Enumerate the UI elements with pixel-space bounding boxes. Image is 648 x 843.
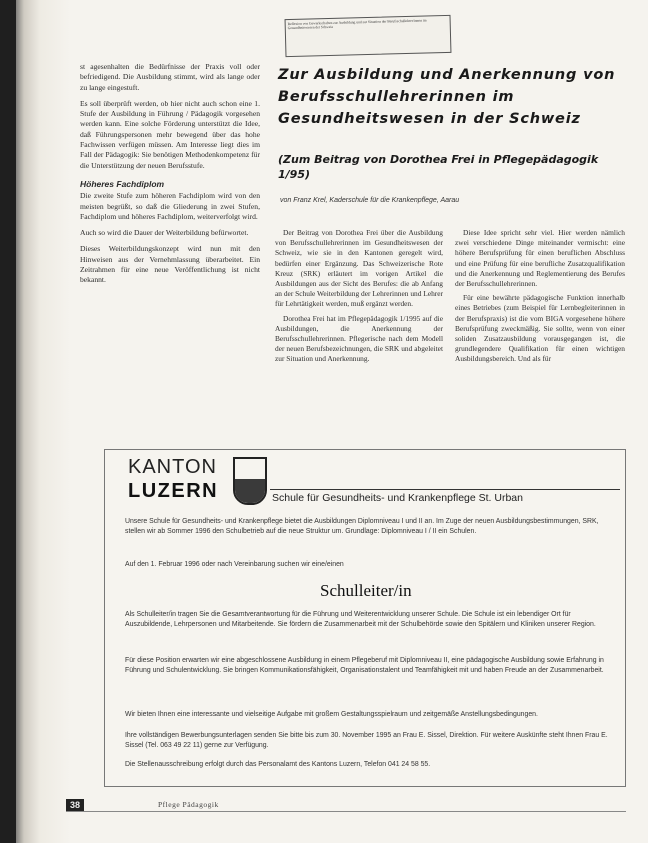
middle-paragraph-2: Dorothea Frei hat im Pflegepädagogik 1/1995 auf die Ausbildungen, die Anerkennung der Berufsschullehrerinnen. Pflegerische nach dem Modell der neuen Berufsbezeichnungen, die SRK und abgeleitet zur Situation und Anerkennung. [275, 313, 443, 364]
ad-footer-note: Die Stellenausschreibung erfolgt durch das Personalamt des Kantons Luzern, Telefon 041 24 58 55. [125, 761, 431, 768]
article-column-middle [275, 228, 443, 369]
position-title: Schulleiter/in [320, 581, 412, 600]
editor-note-box: Reflexion von Gewerkschaften zur Ausbildung und zur Situation der Berufsschullehrer/innen im Gesundheitswesen der Schweiz [285, 15, 452, 57]
ad-intro: Unsere Schule für Gesundheits- und Krankenpflege bietet die Ausbildungen Diplomniveau I und II an. Im Zuge der neuen Ausbildungsbestimmungen, SRK, stellen wir ab Sommer 1996 den Schulbetrieb auf die neue Struktur um. Grundlage: Diplomniveau I / II ein Schulen. [125, 518, 599, 535]
page-number: 38 [66, 799, 84, 811]
left-column [80, 62, 260, 292]
book-spine-shadow [0, 0, 16, 843]
left-paragraph-4: Auch so wird die Dauer der Weiterbildung befürwortet. [80, 228, 249, 238]
footer-rule [66, 811, 626, 812]
logo-luzern-text: LUZERN [128, 480, 219, 502]
middle-paragraph-1: Der Beitrag von Dorothea Frei über die Ausbildung von Berufsschullehrerinnen im Gesundheitswesen der Schweiz, wie sie in den Kantonen geregelt wird, bedürfen einer Ergänzung. Das Schweizerische Rote Kreuz (SRK) erläutert im vorigen Artikel die Ausbildungen aus der Sicht des Berufes: die ab Anfang an der Schule Weiterbildung der Lehrerinnen und Lehrer für Lehrtätigkeit werden, muß ergänzt werden. [275, 228, 443, 309]
article-column-right [455, 228, 625, 369]
ad-profile: Für diese Position erwarten wir eine abgeschlossene Ausbildung in einem Pflegeberuf mit Diplomniveau II, eine pädagogische Ausbildung sowie Erfahrung in Führung und Schulentwicklung. Sie bringen Kommunikationsfähigkeit, Organisationstalent und Teamfähigkeit mit und haben Freude an der Zusammenarbeit. [125, 657, 604, 674]
logo-divider [270, 489, 620, 490]
journal-footer: Pflege Pädagogik [158, 800, 219, 809]
left-paragraph-2: Es soll überprüft werden, ob hier nicht auch schon eine 1. Stufe der Ausbildung in Führung / Pädagogik vorgesehen werden kann. Eine solche Förderung unterstützt die Idee, daß Führungspersonen mehr bewegend über das hohe Fachwissen verfügen müssen. Am Interesse liegt dies im Fall der Pädagogik: Sie benötigen Methodenkompetenz für die Unterstützung der neuen Berufsstufe. [80, 98, 260, 170]
logo-kanton-text: KANTON [128, 456, 217, 478]
section-heading: Höheres Fachdiplom [80, 178, 165, 189]
ad-offer: Wir bieten Ihnen eine interessante und vielseitige Aufgabe mit großem Gestaltungsspielraum und zeitgemäße Anstellungsbedingungen. [125, 711, 538, 718]
school-name: Schule für Gesundheits- und Krankenpflege St. Urban [272, 492, 523, 504]
ad-contact: Ihre vollständigen Bewerbungsunterlagen senden Sie bitte bis zum 30. November 1995 an Frau E. Sissel, Direktion. Für weitere Auskünfte steht Ihnen Frau E. Sissel (Tel. 063 49 22 11) gerne zur Verfügung. [125, 732, 608, 749]
article-title: Zur Ausbildung und Anerkennung von Berufsschullehrerinnen im Gesundheitswesen in der Schweiz [278, 67, 616, 127]
left-paragraph-3: Die zweite Stufe zum höheren Fachdiplom wird von den meisten begrüßt, so daß die Gliederung in zwei Stufen, Fachdiplom und höheres Fachdiplom, weiterverfolgt wird. [80, 191, 260, 221]
left-paragraph-5: Dieses Weiterbildungskonzept wird nun mit den Hinweisen aus der Vernehmlassung überarbeitet. Ein Zeitrahmen für eine neue Veröffentlichung ist nicht bekannt. [80, 244, 260, 285]
ad-task: Als Schulleiter/in tragen Sie die Gesamtverantwortung für die Führung und Weiterentwicklung unserer Schule. Die Schule ist ein lebendiger Ort für Auszubildende, Lehrpersonen und Mitarbeitende. Sie fördern die Zusammenarbeit mit der Schulbehörde sowie den Spitälern und Kliniken unserer Region. [125, 611, 596, 628]
article-author: von Franz Krel, Kaderschule für die Krankenpflege, Aarau [280, 197, 460, 204]
left-paragraph-1: st agesenhalten die Bedürfnisse der Praxis voll oder befriedigend. Die Ausbildung stimmt, wird als lange oder zu lange eingestuft. [80, 62, 260, 92]
right-paragraph-1: Diese Idee spricht sehr viel. Hier werden nämlich zwei verschiedene Dinge miteinander vermischt: eine höhere Berufsprüfung für einen beruflichen Abschluss und eine Prüfung für eine berufliche Zusatzqualifikation und die Anerkennung und Reglementierung des Berufes der Berufsschullehrerinnen. [455, 228, 625, 289]
luzern-crest-icon [233, 457, 267, 505]
article-subtitle: (Zum Beitrag von Dorothea Frei in Pflegepädagogik 1/95) [278, 153, 599, 181]
right-paragraph-2: Für eine bewährte pädagogische Funktion innerhalb eines Betriebes (zum Beispiel für Lernbegleiterinnen in der Berufspraxis) ist die vom BIGA vorgesehene höhere Berufsprüfung zweckmäßig. Sie sollte, wenn von einer soliden Zusatzausbildung vorausgegangen ist, die grundlegendere Qualifikation für einen wichtigen Ausbildungsbereich. Und als für [455, 293, 625, 364]
ad-date-line: Auf den 1. Februar 1996 oder nach Vereinbarung suchen wir eine/einen [125, 561, 344, 568]
